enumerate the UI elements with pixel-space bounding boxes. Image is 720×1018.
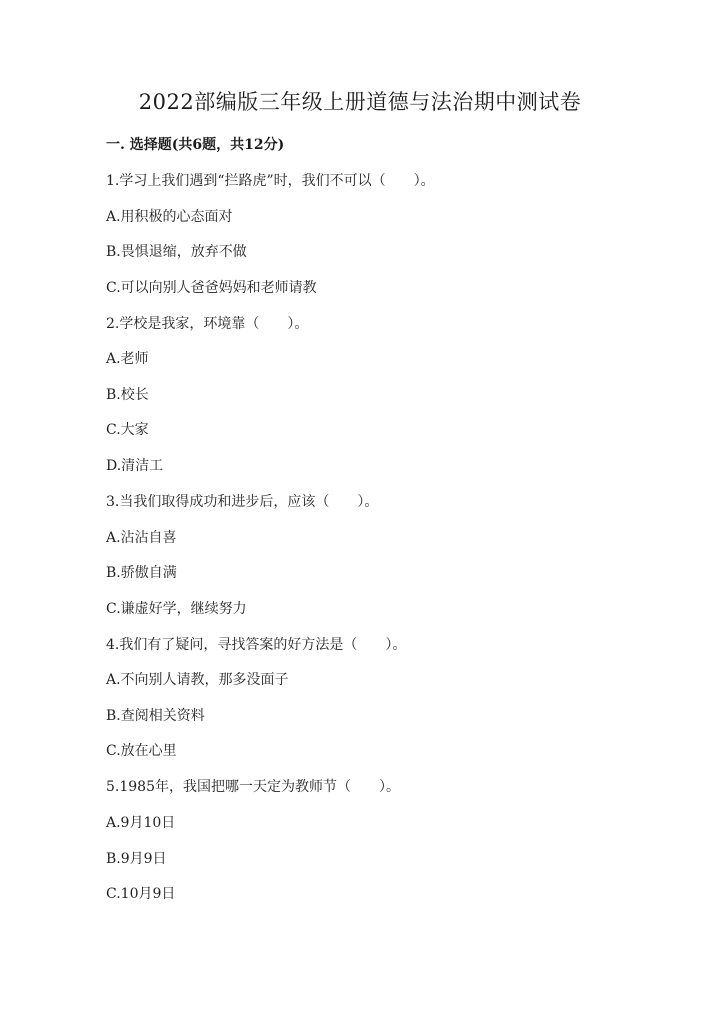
question-2-stem: 2.学校是我家，环境靠（ ）。 (106, 316, 309, 332)
question-4-option-a: A.不向别人请教，那多没面子 (106, 672, 289, 688)
question-5-option-a: A.9月10日 (106, 815, 176, 831)
question-3-option-b: B.骄傲自满 (106, 565, 177, 581)
question-3-option-a: A.沾沾自喜 (106, 530, 177, 546)
question-2-option-c: C.大家 (106, 422, 149, 438)
question-2-option-d: D.清洁工 (106, 458, 164, 474)
question-5-option-c: C.10月9日 (106, 886, 176, 902)
question-4-option-c: C.放在心里 (106, 743, 177, 759)
question-4-option-b: B.查阅相关资料 (106, 708, 205, 724)
question-4-stem: 4.我们有了疑问，寻找答案的好方法是（ ）。 (106, 637, 407, 653)
question-2-option-a: A.老师 (106, 351, 149, 367)
question-2-option-b: B.校长 (106, 387, 149, 403)
question-3-option-c: C.谦虚好学，继续努力 (106, 601, 247, 617)
question-3-stem: 3.当我们取得成功和进步后，应该（ ）。 (106, 494, 379, 510)
question-1-option-a: A.用积极的心态面对 (106, 209, 233, 225)
section-heading: 一. 选择题(共6题，共12分) (106, 137, 285, 153)
question-1-stem: 1.学习上我们遇到“拦路虎”时，我们不可以（ ）。 (106, 173, 435, 189)
question-5-stem: 5.1985年，我国把哪一天定为教师节（ ）。 (106, 779, 400, 795)
exam-title: 2022部编版三年级上册道德与法治期中测试卷 (138, 90, 582, 114)
question-1-option-b: B.畏惧退缩，放弃不做 (106, 244, 247, 260)
question-5-option-b: B.9月9日 (106, 851, 167, 867)
question-1-option-c: C.可以向别人爸爸妈妈和老师请教 (106, 280, 317, 296)
